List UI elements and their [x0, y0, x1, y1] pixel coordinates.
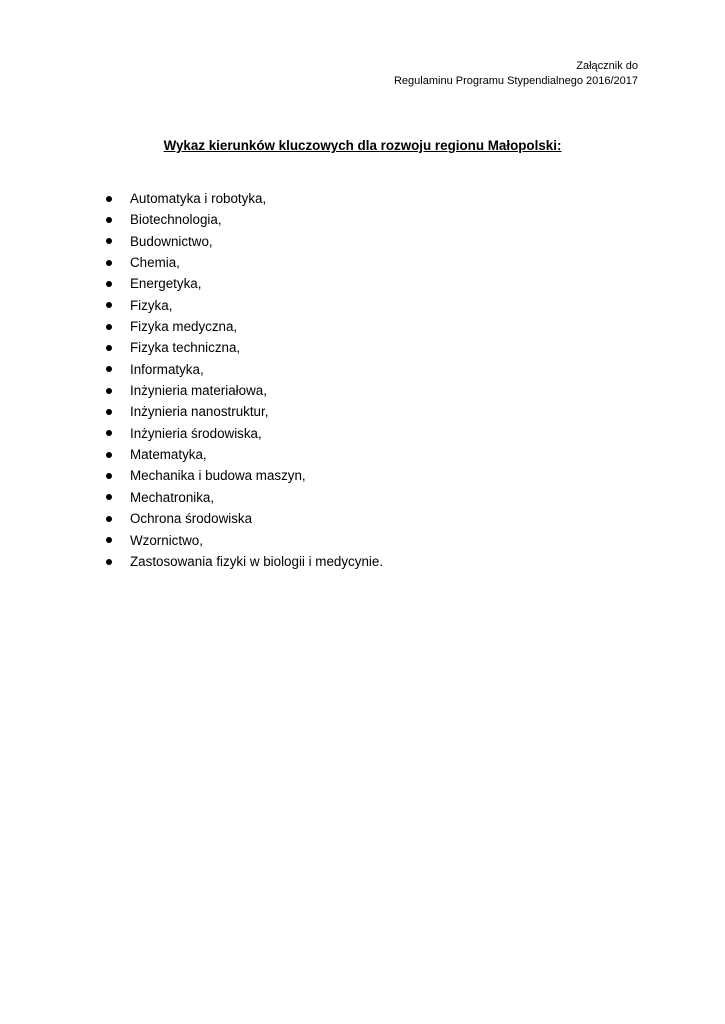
list-item [103, 359, 383, 380]
bullet-icon [103, 217, 130, 223]
bullet-icon [103, 366, 130, 372]
fields-of-study-list [103, 188, 383, 572]
list-item [103, 316, 383, 337]
bullet-icon [103, 324, 130, 330]
list-item [103, 444, 383, 465]
bullet-icon [103, 473, 130, 479]
list-item-label: Chemia, [130, 255, 180, 271]
list-item [103, 508, 383, 529]
bullet-icon [103, 196, 130, 202]
bullet-icon [103, 452, 130, 458]
bullet-icon [103, 281, 130, 287]
list-item [103, 188, 383, 209]
list-item-label: Ochrona środowiska [130, 511, 253, 527]
list-item [103, 465, 383, 486]
list-item [103, 273, 383, 294]
document-title: Wykaz kierunków kluczowych dla rozwoju regionu Małopolski: [163, 138, 562, 153]
attachment-note-line-1: Załącznik do [576, 60, 638, 72]
attachment-note-line-2: Regulaminu Programu Stypendialnego 2016/2017 [393, 75, 638, 87]
bullet-icon [103, 238, 130, 244]
list-item-label: Fizyka, [130, 297, 173, 313]
bullet-icon [103, 409, 130, 415]
list-item [103, 401, 383, 422]
list-item [103, 380, 383, 401]
list-item-label: Mechanika i budowa maszyn, [130, 468, 306, 484]
bullet-icon [103, 516, 130, 522]
list-item-label: Biotechnologia, [130, 212, 222, 228]
list-item-label: Inżynieria nanostruktur, [130, 404, 269, 420]
list-item-label: Wzornictwo, [130, 532, 203, 548]
bullet-icon [103, 302, 130, 308]
list-item-label: Zastosowania fizyki w biologii i medycynie. [130, 553, 384, 569]
bullet-icon [103, 559, 130, 565]
list-item-label: Mechatronika, [130, 489, 215, 505]
list-item [103, 337, 383, 358]
list-item [103, 530, 383, 551]
list-item-label: Informatyka, [130, 361, 204, 377]
list-item-label: Automatyka i robotyka, [130, 191, 267, 206]
attachment-note [394, 59, 638, 89]
bullet-icon [103, 260, 130, 266]
list-item-label: Fizyka medyczna, [130, 319, 238, 335]
list-item [103, 231, 383, 252]
bullet-icon [103, 494, 130, 500]
list-item-label: Inżynieria środowiska, [130, 425, 262, 441]
bullet-icon [103, 388, 130, 394]
list-item [103, 487, 383, 508]
list-item-label: Matematyka, [130, 447, 207, 463]
list-item [103, 295, 383, 316]
bullet-icon [103, 430, 130, 436]
list-item [103, 551, 383, 572]
bullet-icon [103, 345, 130, 351]
list-item-label: Energetyka, [130, 276, 202, 292]
list-item [103, 252, 383, 273]
list-item-label: Budownictwo, [130, 233, 213, 249]
list-item [103, 423, 383, 444]
list-item-label: Fizyka techniczna, [130, 340, 241, 356]
bullet-icon [103, 537, 130, 543]
list-item [103, 209, 383, 230]
list-item-label: Inżynieria materiałowa, [130, 383, 267, 399]
